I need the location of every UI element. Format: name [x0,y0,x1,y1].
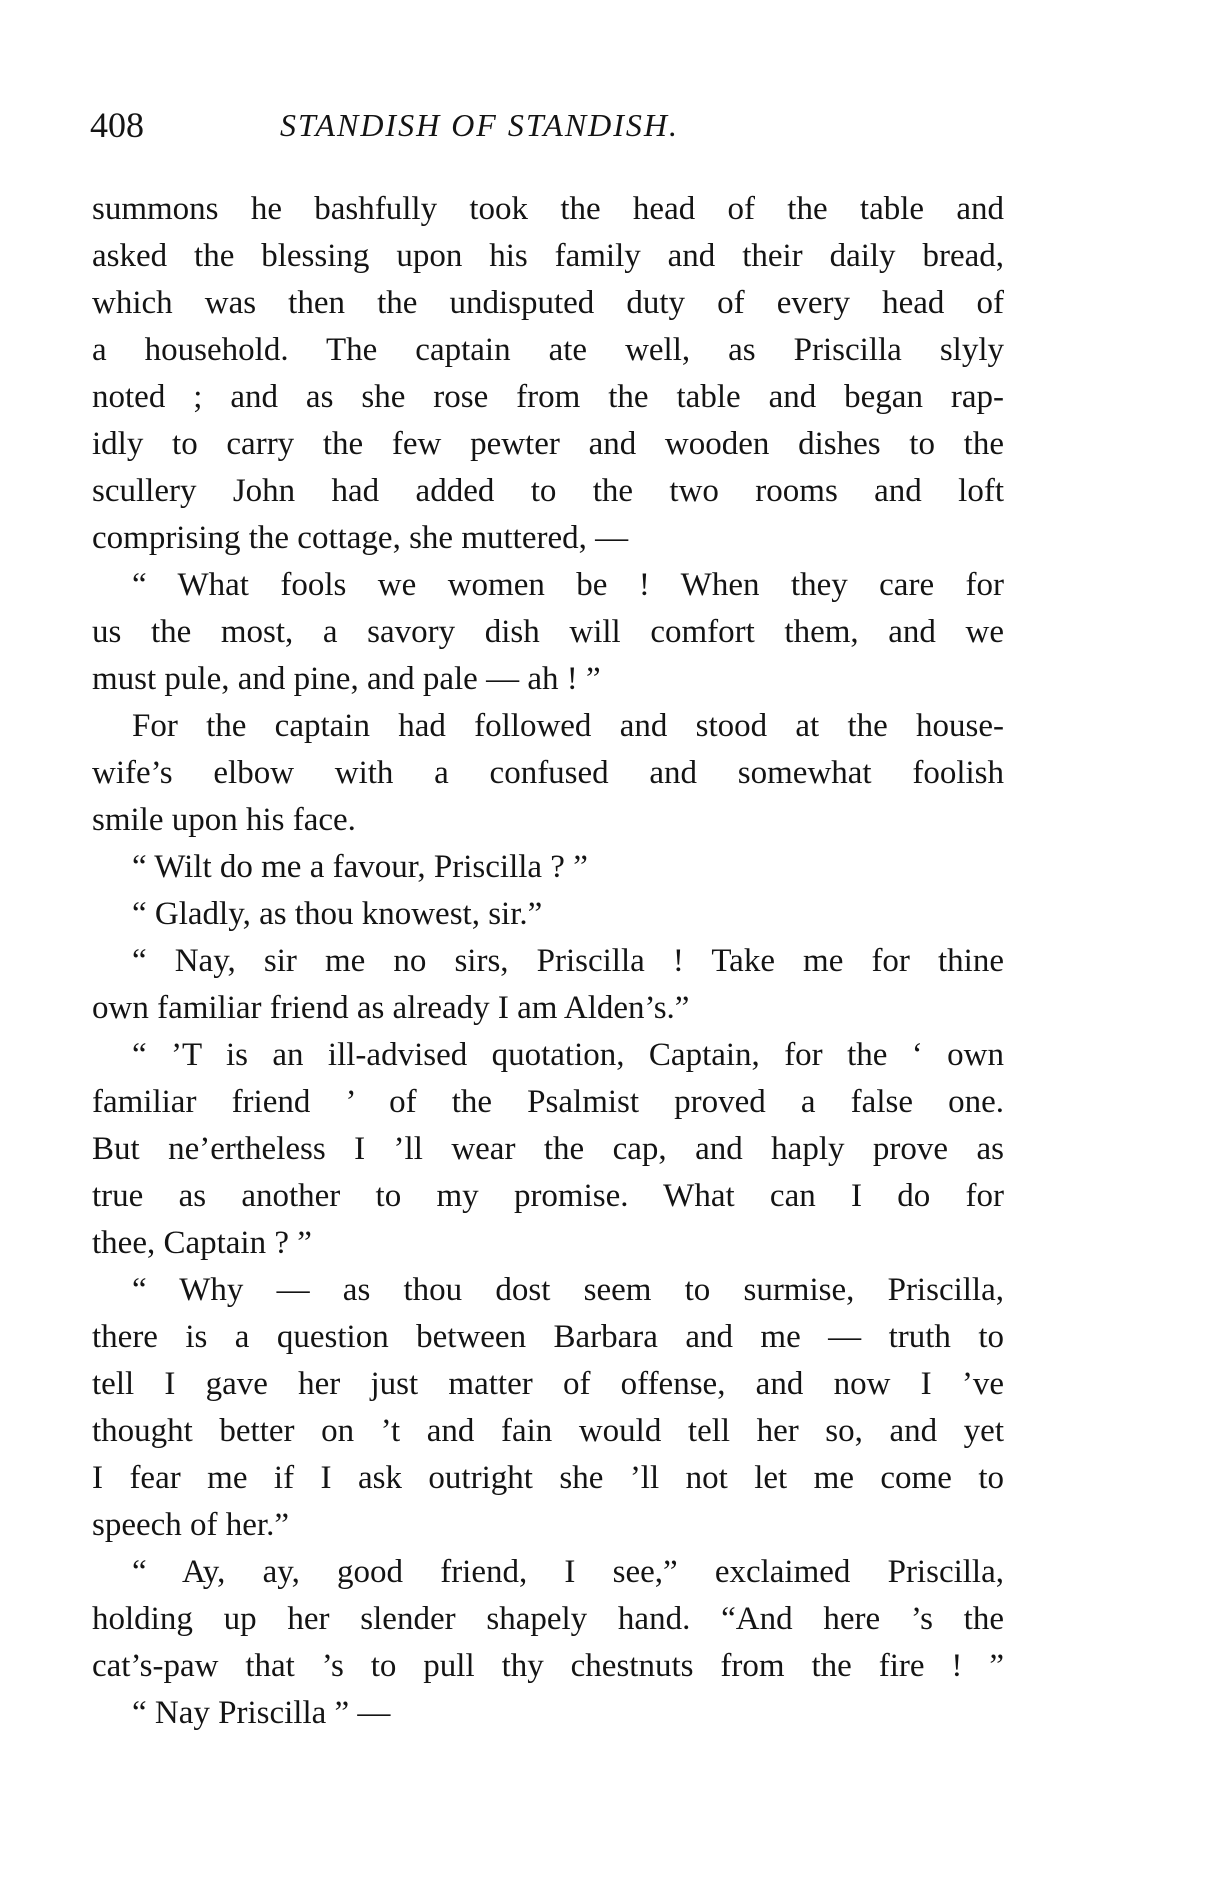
text-line: us the most, a savory dish will comfort them, and we [92,614,1004,650]
text-line: smile upon his face. [92,802,356,838]
text-line: I fear me if I ask outright she ’ll not let me come to [92,1460,1004,1496]
text-line: idly to carry the few pewter and wooden dishes to the [92,426,1004,462]
body-text [92,186,1004,1737]
text-line: thee, Captain ? ” [92,1225,312,1261]
text-line: a household. The captain ate well, as Priscilla slyly [92,332,1004,368]
running-title: STANDISH OF STANDISH. [280,107,680,143]
text-line: speech of her.” [92,1507,289,1543]
text-line: true as another to my promise. What can I do for [92,1178,1004,1214]
text-line: “ What fools we women be ! When they care for [132,567,1004,603]
text-line: thought better on ’t and fain would tell her so, and yet [92,1413,1004,1449]
text-line: holding up her slender shapely hand. “And here ’s the [92,1601,1004,1637]
text-line: familiar friend ’ of the Psalmist proved a false one. [92,1084,1004,1120]
text-line: “ Nay, sir me no sirs, Priscilla ! Take me for thine [132,943,1004,979]
text-line: there is a question between Barbara and me — truth to [92,1319,1004,1355]
text-line: scullery John had added to the two rooms and loft [92,473,1004,509]
text-line: “ Nay Priscilla ” — [132,1695,391,1731]
text-line: “ Ay, ay, good friend, I see,” exclaimed Priscilla, [132,1554,1004,1590]
text-line: “ Wilt do me a favour, Priscilla ? ” [132,849,588,885]
text-line: comprising the cottage, she muttered, — [92,520,629,556]
text-line: must pule, and pine, and pale — ah ! ” [92,661,601,697]
text-line: tell I gave her just matter of offense, and now I ’ve [92,1366,1004,1402]
running-head [90,100,1010,150]
text-line: asked the blessing upon his family and their daily bread, [92,238,1004,274]
text-line: “ ’T is an ill-advised quotation, Captain, for the ‘ own [132,1037,1004,1073]
text-line: “ Gladly, as thou knowest, sir.” [132,896,543,932]
text-line: But ne’ertheless I ’ll wear the cap, and haply prove as [92,1131,1004,1167]
text-line: summons he bashfully took the head of the table and [92,191,1004,227]
text-line: which was then the undisputed duty of every head of [92,285,1004,321]
text-line: cat’s-paw that ’s to pull thy chestnuts from the fire ! ” [92,1648,1004,1684]
text-line: own familiar friend as already I am Alden’s.” [92,990,690,1026]
text-line: “ Why — as thou dost seem to surmise, Priscilla, [132,1272,1004,1308]
text-line: noted ; and as she rose from the table and began rap- [92,379,1004,415]
page-number: 408 [90,105,144,145]
text-line: wife’s elbow with a confused and somewhat foolish [92,755,1004,791]
text-line: For the captain had followed and stood at the house- [132,708,1004,744]
